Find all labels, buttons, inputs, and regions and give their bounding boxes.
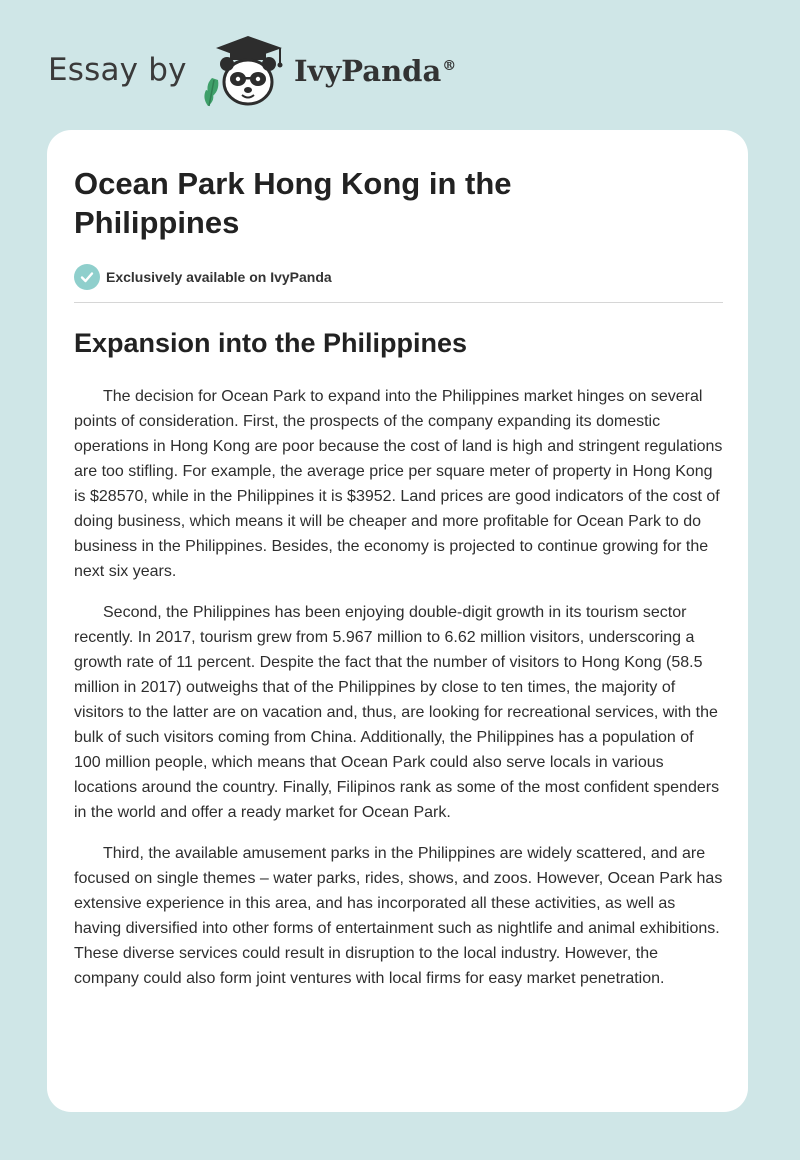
badge-text: Exclusively available on IvyPanda (106, 269, 332, 285)
brand-name: IvyPanda® (294, 54, 457, 88)
brand-prefix: Essay by (48, 52, 187, 88)
section-heading: Expansion into the Philippines (74, 328, 468, 358)
registered-mark: ® (442, 58, 457, 75)
paragraph-2: Second, the Philippines has been enjoying double-digit growth in its tourism sector recently. In 2017, tourism grew from 5.967 million to 6.62 million visitors, underscoring a growth rate of 11 percent. Despite the fact that the number of visitors to Hong Kong (58.5 million in 2017) outweighs that of the Philippines by close to ten times, the majority of visitors to the latter are on vacation and, thus, are looking for recreational services, with the bulk of such visitors coming from China. Additionally, the Philippines has a population of 100 million people, which means that Ocean Park could also serve locals in various locations around the country. Finally, Filipinos rank as some of the most confident spenders in the world and offer a ready market for Ocean Park. (74, 604, 720, 821)
essay-card (47, 130, 748, 1112)
brand-header (48, 34, 508, 114)
paragraph-3: Third, the available amusement parks in the Philippines are widely scattered, and are focused on single themes – water parks, rides, shows, and zoos. However, Ocean Park has extensive experience in this area, and has incorporated all these activities, as well as having diversified into other forms of entertainment such as nightlife and animal exhibitions. These diverse services could result in disruption to the local industry. However, the company could also form joint ventures with local firms for easy market penetration. (74, 845, 723, 987)
check-icon (74, 264, 100, 290)
panda-logo-icon (200, 34, 292, 110)
essay-body (74, 384, 724, 1007)
paragraph-1: The decision for Ocean Park to expand into the Philippines market hinges on several points of consideration. First, the prospects of the company expanding its domestic operations in Hong Kong are poor because the cost of land is high and stringent regulations are too stifling. For example, the average price per square meter of property in Hong Kong is $28570, while in the Philippines it is $3952. Land prices are good indicators of the cost of doing business, which means it will be cheaper and more profitable for Ocean Park to do business in the Philippines. Besides, the economy is projected to continue growing for the next six years. (74, 388, 723, 580)
page-title: Ocean Park Hong Kong in the Philippines (74, 166, 512, 240)
exclusive-badge (74, 264, 332, 290)
divider (74, 302, 723, 303)
